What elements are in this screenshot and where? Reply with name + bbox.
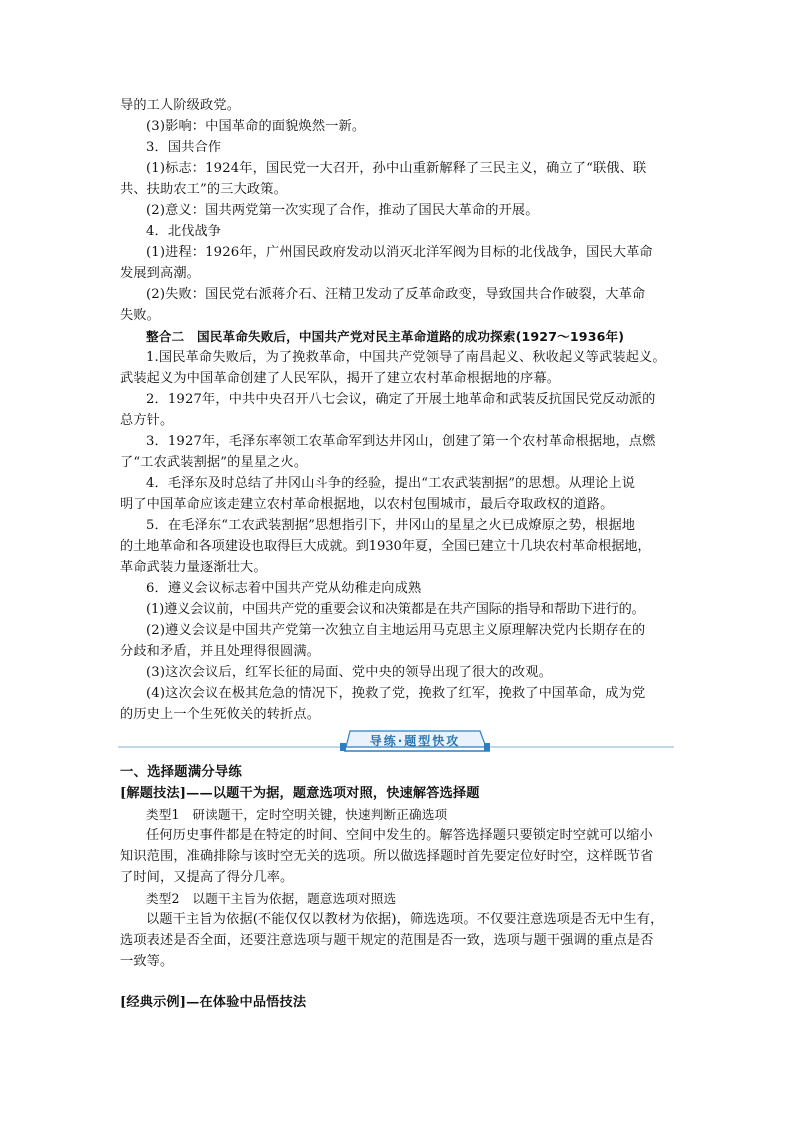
text-line: (1)进程：1926年，广州国民政府发动以消灭北洋军阀为目标的北伐战争，国民大革命 bbox=[146, 245, 653, 260]
type-heading: 类型1 研读题干，定时空明关键，快速判断正确选项 bbox=[146, 807, 448, 822]
text-line: (3)影响：中国革命的面貌焕然一新。 bbox=[146, 119, 366, 134]
text-line: (2)遵义会议是中国共产党第一次独立自主地运用马克思主义原理解决党内长期存在的 bbox=[146, 623, 646, 638]
text-line: (3)这次会议后，红军长征的局面、党中央的领导出现了很大的改观。 bbox=[146, 665, 552, 680]
text-line: (2)失败：国民党右派蒋介石、汪精卫发动了反革命政变，导致国共合作破裂，大革命 bbox=[146, 287, 646, 302]
text-line: 一致等。 bbox=[120, 954, 174, 969]
type-heading: 类型2 以题干主旨为依据，题意选项对照选 bbox=[146, 891, 397, 906]
text-line: 导的工人阶级政党。 bbox=[120, 98, 241, 113]
practice-banner bbox=[118, 728, 674, 754]
banner-label: 导练·题型快攻 bbox=[369, 734, 461, 748]
text-line: 革命武装力量逐渐壮大。 bbox=[120, 560, 267, 575]
text-line: 分歧和矛盾，并且处理得很圆满。 bbox=[120, 644, 321, 659]
text-line: 选项表述是否全面，还要注意选项与题干规定的范围是否一致，选项与题干强调的重点是否 bbox=[120, 933, 654, 948]
integration-heading: 整合二 国民革命失败后，中国共产党对民主革命道路的成功探索(1927～1936年) bbox=[146, 329, 625, 344]
text-line: 4．毛泽东及时总结了井冈山斗争的经验，提出“工农武装割据”的思想。从理论上说 bbox=[146, 476, 636, 491]
text-line: (4)这次会议在极其危急的情况下，挽救了党，挽救了红军，挽救了中国革命，成为党 bbox=[146, 686, 646, 701]
example-heading: [经典示例]—在体验中品悟技法 bbox=[120, 995, 307, 1010]
technique-heading: [解题技法]——以题干为据，题意选项对照，快速解答选择题 bbox=[120, 786, 480, 801]
text-line: 失败。 bbox=[120, 308, 161, 323]
text-line: 2．1927年，中共中央召开八七会议，确定了开展土地革命和武装反抗国民党反动派的 bbox=[146, 392, 656, 407]
text-line: 1.国民革命失败后，为了挽救革命，中国共产党领导了南昌起义、秋收起义等武装起义。 bbox=[146, 350, 666, 365]
section-title: 一、选择题满分导练 bbox=[120, 765, 242, 780]
text-line: 了时间，又提高了得分几率。 bbox=[120, 870, 294, 885]
text-line: 发展到高潮。 bbox=[120, 266, 201, 281]
section-heading: 6．遵义会议标志着中国共产党从幼稚走向成熟 bbox=[146, 581, 422, 596]
text-line: 了“工农武装割据”的星星之火。 bbox=[120, 455, 308, 470]
text-line: 任何历史事件都是在特定的时间、空间中发生的。解答选择题只要锁定时空就可以缩小 bbox=[146, 828, 653, 843]
text-line: (2)意义：国共两党第一次实现了合作，推动了国民大革命的开展。 bbox=[146, 203, 539, 218]
text-line: (1)标志：1924年，国民党一大召开，孙中山重新解释了三民主义，确立了“联俄、联 bbox=[146, 161, 647, 176]
text-line: 的土地革命和各项建设也取得巨大成就。到1930年夏，全国已建立十几块农村革命根据地， bbox=[120, 539, 651, 554]
text-line: 的历史上一个生死攸关的转折点。 bbox=[120, 707, 321, 722]
section-heading: 4．北伐战争 bbox=[146, 224, 222, 239]
section-heading: 3．国共合作 bbox=[146, 140, 222, 155]
text-line: 明了中国革命应该走建立农村革命根据地，以农村包围城市，最后夺取政权的道路。 bbox=[120, 497, 614, 512]
text-line: 3．1927年，毛泽东率领工农革命军到达井冈山，创建了第一个农村革命根据地，点燃 bbox=[146, 434, 656, 449]
text-line: 知识范围，准确排除与该时空无关的选项。所以做选择题时首先要定位好时空，这样既节省 bbox=[120, 849, 654, 864]
text-line: 以题干主旨为依据(不能仅仅以教材为依据)，筛选选项。不仅要注意选项是否无中生有， bbox=[146, 912, 664, 927]
text-line: 共、扶助农工”的三大政策。 bbox=[120, 182, 287, 197]
text-line: 武装起义为中国革命创建了人民军队，揭开了建立农村革命根据地的序幕。 bbox=[120, 371, 561, 386]
text-line: 总方针。 bbox=[120, 413, 174, 428]
text-line: 5．在毛泽东“工农武装割据”思想指引下，井冈山的星星之火已成燎原之势，根据地 bbox=[146, 518, 636, 533]
text-line: (1)遵义会议前，中国共产党的重要会议和决策都是在共产国际的指导和帮助下进行的。 bbox=[146, 602, 645, 617]
